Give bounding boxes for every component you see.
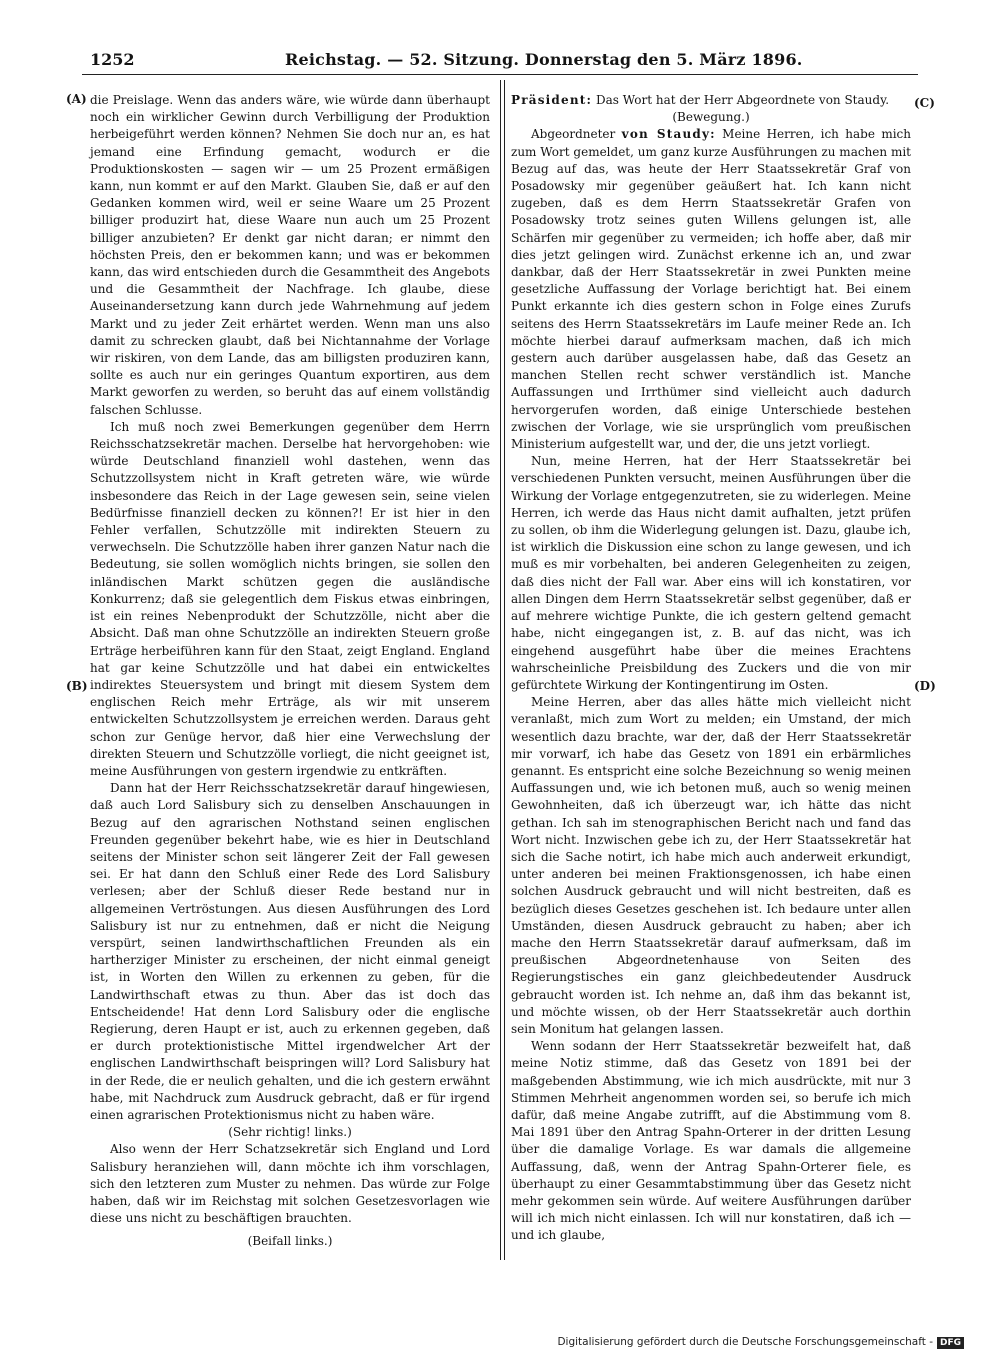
paragraph: die Preislage. Wenn das anders wäre, wie würde dann überhaupt noch ein wirklicher Gewinn durch Verbilligung der Produktion herbeigeführt werden können? Nehmen Sie doch nur an, es hat jemand eine Erfindung gemacht, wodurch er die Produktionskosten — sagen wir — um 25 Prozent ermäßigen kann, nun kommt er auf den Markt. Glauben Sie, daß er auf den Gedanken kommen wird, weil er seine Waare um 25 Prozent billiger produzirt hat, diese Waare nun auch um 25 Prozent billiger anzubieten? Er denkt gar nicht daran; er nimmt den höchsten Preis, den er bekommen kann; und was er bekommen kann, das wird entschieden durch die Gesammtheit des Angebots und die Gesammtheit der Nachfrage. Ich glaube, diese Auseinandersetzung kann durch jede Wahrnehmung auf jedem Markt und zu jeder Zeit erhärtet werden. Wenn man uns also damit zu schrecken glaubt, daß bei Nichtannahme der Vorlage wir riskiren, von dem Lande, das am billigsten produziren kann, sollte es auch nur ein geringes Quantum exportiren, aus dem Markt geworfen zu werden, so beruht das auf einem vollständig falschen Schlusse. — [90, 93, 490, 417]
page-header — [90, 48, 914, 74]
statement-text: Das Wort hat der Herr Abgeordnete von Staudy. — [596, 93, 890, 107]
speech-paragraph — [511, 126, 911, 453]
dfg-logo: DFG — [937, 1337, 964, 1349]
paragraph: Ich muß noch zwei Bemerkungen gegenüber dem Herrn Reichsschatzsekretär machen. Derselbe hat hervorgehoben: wie würde Deutschland finanziell wohl dastehen, wenn das Schutzzollsystem nicht in Kraft getreten wäre, wie würde insbesondere das Reich in der Lage gewesen sein, seine vielen Bedürfnisse finanziell decken zu können?! Er ist hier in den Fehler verfallen, Schutzzölle mit indirekten Steuern zu verwechseln. Die Schutzzölle haben ihrer ganzen Natur nach die Bedeutung, sie sollen womöglich nichts bringen, sie sollen den inländischen Markt schützen gegen die ausländische Konkurrenz; daß sie gelegentlich dem Fiskus etwas einbringen, ist ein reines Nebenprodukt der Schutzzölle, nicht aber die Absicht. Daß man ohne Schutzzölle an indirekten Steuern große Erträge herbeiführen kann für den Staat, zeigt England. England hat gar keine Schutzzölle und hat dabei ein entwickeltes indirektes Steuersystem und bringt mit diesem System dem englischen Reich mehr Erträge, als wir mit unserem entwickelten Schutzzollsystem je erreichen werden. Daraus geht schon zur Genüge hervor, daß hier eine Verwechslung der direkten Steuern und Schutzzölle vorliegt, die nicht geeignet ist, meine Ausführungen von gestern irgendwie zu entkräften. — [90, 419, 490, 778]
paragraph: Dann hat der Herr Reichsschatzsekretär darauf hingewiesen, daß auch Lord Salisbury sich zu denselben Anschauungen in Bezug auf den agrarischen Nothstand seinen englischen Freunden gegenüber bekehrt habe, wie es hier in Deutschland seitens der Minister schon seit längerer Zeit der Fall gewesen sei. Er hat dann den Schluß einer Rede des Lord Salisbury verlesen; aber der Schluß dieser Rede bestand nur in allgemeinen Vertröstungen. Aus diesen Ausführungen des Lord Salisbury ist nur zu entnehmen, daß er nicht die Neigung verspürt, seinen landwirthschaftlichen Freunden als ein hartherziger Minister zu erscheinen, der nicht einmal geneigt ist, in Worten den Willen zu erkennen zu geben, für die Landwirthschaft etwas zu thun. Aber das ist doch das Entscheidende! Hat denn Lord Salisbury oder die englische Regierung, deren Haupt er ist, auch zu erkennen gegeben, daß er durch protektionistische Mittel irgendwelcher Art der englischen Landwirthschaft beispringen will? Lord Salisbury hat in der Rede, die er neulich gehalten, und die ich gestern erwähnt habe, mit Nachdruck zum Ausdruck gebracht, daß er für irgend einen agrarischen Protektionismus nicht zu haben wäre. — [90, 781, 490, 1122]
paragraph: Meine Herren, aber das alles hätte mich vielleicht nicht veranlaßt, mich zum Wort zu melden; ein Umstand, der mich wesentlich dazu brachte, war der, daß der Herr Staatssekretär mir vorwarf, ich habe das Gesetz von 1891 ein erbärmliches genannt. Es entspricht eine solche Bezeichnung so wenig meinen Auffassungen und, wie ich betonen muß, auch so wenig meinen Gewohnheiten, daß ich überzeugt war, ich hätte das nicht gethan. Ich sah im stenographischen Bericht nach und fand das Wort nicht. Inzwischen gebe ich zu, der Herr Staatssekretär hat sich die Sache notirt, ich habe mich auch anderweit erkundigt, unter anderen bei meinen Fraktionsgenossen, ich habe einen solchen Ausdruck gebraucht und will nicht bestreiten, daß es bezüglich dieses Gesetzes geschehen ist. Ich bedaure unter allen Umständen, diesen Ausdruck gebraucht zu haben; aber ich mache den Herrn Staatssekretär darauf aufmerksam, daß im preußischen Abgeordnetenhause von Seiten des Regierungstisches ein ganz gleichbedeutender Ausdruck gebraucht worden ist. Ich nehme an, daß ihm das bekannt ist, und möchte wissen, ob der Herr Staatssekretär auch dorthin sein Monitum hat gelangen lassen. — [511, 695, 911, 1036]
column-divider-inner — [504, 80, 505, 1260]
speaker-label: Präsident: — [511, 93, 593, 107]
paragraph: Nun, meine Herren, hat der Herr Staatssekretär bei verschiedenen Punkten versucht, meinen Ausführungen über die Wirkung der Vorlage entgegenzutreten, sie zu widerlegen. Meine Herren, ich werde das Haus nicht damit aufhalten, jetzt prüfen zu sollen, ob ihm die Widerlegung gelungen ist. Dazu, glaube ich, ist wirklich die Diskussion eine schon zu lange gewesen, und ich muß es mir vorbehalten, bei anderen Gelegenheiten zu zeigen, daß dies nicht der Fall war. Aber eins will ich konstatiren, vor allen Dingen dem Herrn Staatssekretär selbst gegenüber, daß er auf mehrere wichtige Punkte, die ich gestern geltend gemacht habe, nicht eingegangen ist, z. B. auf das nicht, was ich eingehend ausgeführt habe über die meines Erachtens wahrscheinliche Preisbildung des Zuckers und die von mir gefürchtete Wirkung der Kontingentirung im Osten. — [511, 454, 911, 692]
credit-text: Digitalisierung gefördert durch die Deutsche Forschungsgemeinschaft - — [557, 1336, 933, 1348]
margin-marker-d: (D) — [914, 679, 936, 693]
margin-marker-b: (B) — [66, 679, 88, 693]
interjection: (Beifall links.) — [247, 1234, 333, 1249]
column-divider — [500, 80, 501, 1260]
president-statement — [511, 92, 911, 109]
paragraph-text: Meine Herren, ich habe mich zum Wort gemeldet, um ganz kurze Ausführungen zu machen mit Bezug auf das, was heute der Herr Staatssekretär Graf von Posadowsky mir gegenüber geäußert hat. Ich kann nicht zugeben, daß es dem Herrn Staatssekretär Grafen von Posadowsky trotz seines guten Willens gelungen ist, alle Schärfen mir gegenüber zu vermeiden; ich hoffe aber, daß mir dies jetzt gelingen wird. Zunächst erkenne ich an, und zwar dankbar, daß der Herr Staatssekretär in zwei Punkten meine gesetzliche Auffassung der Vorlage berichtigt hat. Bei einem Punkt erkannte ich dies gestern schon in Folge eines Zurufs seitens des Herrn Staatssekretärs im Laufe meiner Rede an. Ich möchte hierbei darauf aufmerksam machen, daß ich mich gestern auch darüber ausgelassen habe, daß das Gesetz an manchen Stellen recht schwer verständlich ist. Manche Auffassungen und Irrthümer sind vielleicht auch dadurch hervorgerufen worden, daß einige Unterschiede bestehen zwischen der Vorlage, wie sie ursprünglich vom preußischen Ministerium aufgestellt war, und der, die uns jetzt vorliegt. — [511, 127, 911, 452]
interjection: (Sehr richtig! links.) — [228, 1125, 352, 1140]
running-title: Reichstag. — 52. Sitzung. Donnerstag den 5. März 1896. — [285, 50, 803, 69]
margin-marker-c: (C) — [914, 96, 935, 110]
interjection: (Bewegung.) — [672, 110, 750, 125]
right-column — [511, 92, 911, 1245]
speaker-name: von Staudy: — [621, 127, 716, 142]
page-number: 1252 — [90, 50, 135, 69]
header-rule — [82, 74, 918, 75]
digitization-credit — [557, 1336, 964, 1349]
paragraph: Wenn sodann der Herr Staatssekretär bezweifelt hat, daß meine Notiz stimme, daß das Gesetz von 1891 bei der maßgebenden Abstimmung, wie ich mich ausdrückte, mit nur 3 Stimmen Mehrheit angenommen worden sei, so berufe ich mich dafür, daß meine Angabe zutrifft, auf die Abstimmung vom 8. Mai 1891 über den Antrag Spahn-Orterer in der dritten Lesung über die damalige Vorlage. Es war damals die allgemeine Auffassung, daß, wenn der Antrag Spahn-Orterer fiele, es überhaupt zu einer Gesammtabstimmung über das Gesetz nicht mehr gekommen sein würde. Auf weitere Ausführungen darüber will ich mich nicht einlassen. Ich will nur konstatiren, daß ich — und ich glaube, — [511, 1039, 911, 1243]
paragraph: Also wenn der Herr Schatzsekretär sich England und Lord Salisbury heranziehen will, dann möchte ich ihm vorschlagen, sich den letzteren zum Muster zu nehmen. Das würde zur Folge haben, daß wir im Reichstag mit solchen Gesetzesvorlagen wie diese uns nicht zu beschäftigen brauchten. — [90, 1142, 490, 1226]
margin-marker-a: (A) — [66, 92, 87, 106]
speaker-title: Abgeordneter — [531, 127, 616, 142]
left-column — [90, 92, 490, 1251]
